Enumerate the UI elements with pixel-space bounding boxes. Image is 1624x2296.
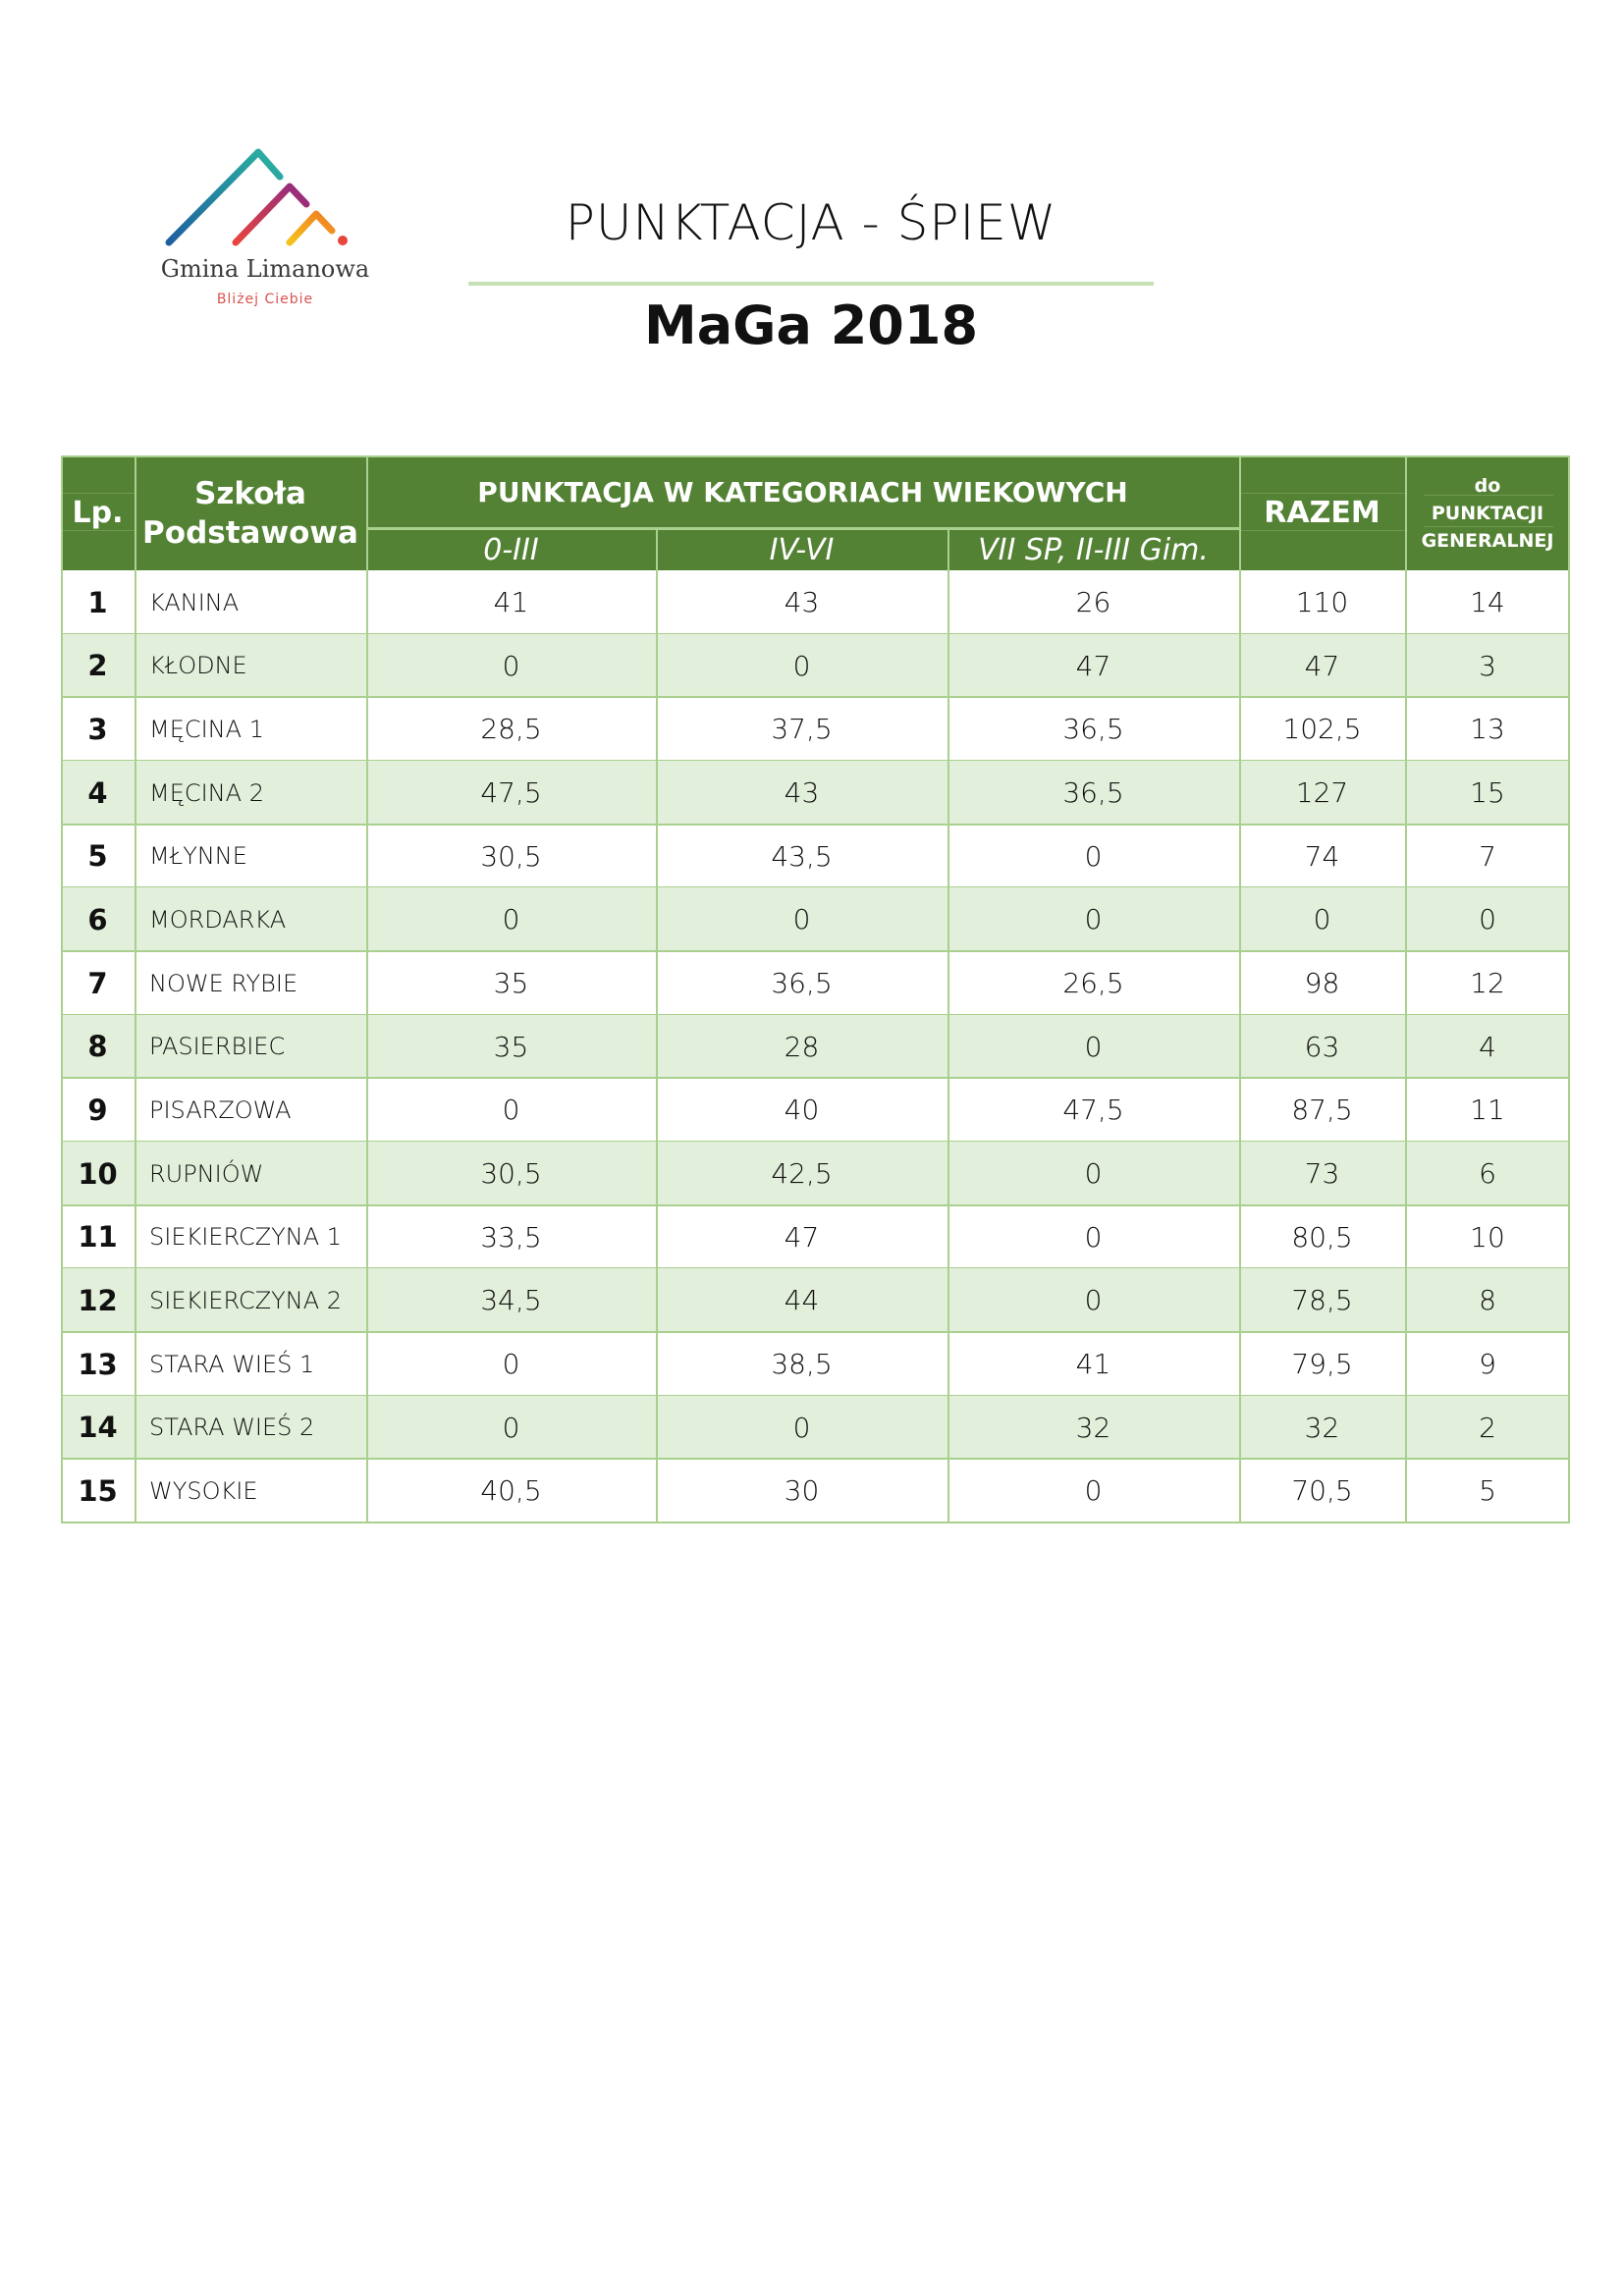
table-row bbox=[61, 951, 1570, 1015]
cell-total: 98 bbox=[1304, 967, 1340, 1000]
cell-cat3: 47 bbox=[1075, 649, 1111, 682]
scores-table bbox=[61, 455, 1570, 1522]
cell-school: MĘCINA 2 bbox=[149, 778, 264, 807]
cell-cat3: 36,5 bbox=[1062, 776, 1124, 809]
cell-school: MĘCINA 1 bbox=[149, 715, 264, 743]
cell-cat2: 0 bbox=[792, 903, 811, 936]
cell-school: SIEKIERCZYNA 2 bbox=[149, 1286, 343, 1314]
cell-school: MŁYNNE bbox=[149, 842, 247, 871]
cell-total: 47 bbox=[1304, 649, 1340, 682]
title-divider bbox=[468, 282, 1154, 286]
cell-cat2: 43 bbox=[784, 586, 820, 618]
cell-cat2: 28 bbox=[784, 1030, 820, 1063]
cell-cat3: 0 bbox=[1084, 1030, 1103, 1063]
cell-cat2: 30 bbox=[784, 1474, 820, 1508]
cell-lp: 8 bbox=[87, 1030, 108, 1064]
cell-cat2: 37,5 bbox=[771, 713, 833, 746]
cell-general: 9 bbox=[1479, 1348, 1496, 1381]
cell-cat3: 47,5 bbox=[1062, 1094, 1124, 1127]
cell-total: 0 bbox=[1313, 903, 1331, 936]
column-header-total: RAZEM bbox=[1264, 496, 1380, 530]
cell-cat3: 0 bbox=[1084, 839, 1103, 873]
column-header-general-line2: PUNKTACJI bbox=[1431, 502, 1544, 524]
cell-lp: 9 bbox=[87, 1093, 108, 1127]
cell-cat3: 0 bbox=[1084, 1220, 1103, 1254]
table-border-left bbox=[61, 455, 63, 1522]
cell-cat1: 28,5 bbox=[480, 713, 542, 746]
cell-cat2: 42,5 bbox=[771, 1157, 833, 1191]
cell-school: STARA WIEŚ 1 bbox=[149, 1350, 315, 1378]
cell-cat1: 0 bbox=[502, 1411, 520, 1444]
cell-school: PASIERBIEC bbox=[149, 1033, 286, 1061]
column-header-lp: Lp. bbox=[72, 496, 124, 530]
cell-lp: 11 bbox=[78, 1220, 118, 1255]
cell-general: 6 bbox=[1479, 1157, 1496, 1191]
logo-tagline: Bliżej Ciebie bbox=[216, 292, 314, 307]
table-row bbox=[61, 1205, 1570, 1269]
table-border-right bbox=[1568, 455, 1570, 1522]
cell-cat2: 43,5 bbox=[771, 839, 833, 873]
column-header-cat3: VII SP, II-III Gim. bbox=[978, 533, 1209, 567]
cell-general: 8 bbox=[1479, 1284, 1496, 1317]
column-divider bbox=[1239, 455, 1241, 1522]
cell-cat3: 0 bbox=[1084, 1284, 1103, 1317]
logo-mountain-blue bbox=[169, 152, 280, 242]
cell-cat2: 47 bbox=[784, 1220, 820, 1254]
cell-cat3: 0 bbox=[1084, 903, 1103, 936]
table-row bbox=[61, 1015, 1570, 1079]
cell-lp: 10 bbox=[78, 1156, 118, 1191]
column-divider bbox=[947, 528, 949, 1522]
column-header-general bbox=[1405, 455, 1570, 570]
cell-cat1: 0 bbox=[502, 1348, 520, 1381]
cell-cat1: 41 bbox=[493, 586, 529, 618]
cell-cat1: 35 bbox=[493, 1030, 529, 1063]
cell-cat3: 36,5 bbox=[1062, 713, 1124, 746]
column-divider bbox=[366, 455, 368, 1522]
cell-general: 12 bbox=[1470, 967, 1505, 1000]
page-subtitle: MaGa 2018 bbox=[643, 294, 979, 356]
cell-cat3: 0 bbox=[1084, 1474, 1103, 1508]
cell-cat2: 0 bbox=[792, 649, 811, 682]
column-divider bbox=[135, 455, 136, 1522]
cell-school: KANINA bbox=[149, 588, 240, 616]
cell-general: 5 bbox=[1479, 1474, 1496, 1508]
cell-general: 10 bbox=[1470, 1220, 1505, 1254]
column-header-cat2: IV-VI bbox=[769, 533, 835, 567]
cell-total: 79,5 bbox=[1291, 1348, 1353, 1381]
cell-total: 74 bbox=[1304, 839, 1340, 873]
cell-lp: 12 bbox=[78, 1283, 118, 1317]
cell-lp: 7 bbox=[87, 966, 108, 1000]
table-row bbox=[61, 1268, 1570, 1332]
table-row bbox=[61, 1396, 1570, 1460]
gmina-limanowa-logo bbox=[147, 137, 383, 324]
table-border-top bbox=[61, 455, 1570, 457]
cell-total: 32 bbox=[1304, 1411, 1340, 1444]
cell-lp: 15 bbox=[78, 1473, 118, 1508]
cell-lp: 1 bbox=[87, 585, 108, 619]
cell-cat1: 40,5 bbox=[480, 1474, 542, 1508]
cell-general: 0 bbox=[1479, 903, 1496, 936]
cell-cat1: 33,5 bbox=[480, 1220, 542, 1254]
column-header-school bbox=[135, 455, 366, 570]
cell-school: KŁODNE bbox=[149, 652, 247, 680]
table-row bbox=[61, 887, 1570, 951]
cell-general: 2 bbox=[1479, 1411, 1496, 1444]
cell-school: MORDARKA bbox=[149, 905, 287, 934]
cell-school: STARA WIEŚ 2 bbox=[149, 1414, 315, 1442]
cell-total: 110 bbox=[1295, 586, 1349, 618]
column-header-general-line3: GENERALNEJ bbox=[1421, 529, 1554, 552]
cell-total: 63 bbox=[1304, 1030, 1340, 1063]
cell-general: 3 bbox=[1479, 649, 1496, 682]
cell-cat1: 47,5 bbox=[480, 776, 542, 809]
cell-cat1: 35 bbox=[493, 967, 529, 1000]
cell-cat3: 26 bbox=[1075, 586, 1111, 618]
table-row bbox=[61, 761, 1570, 825]
cell-school: WYSOKIE bbox=[149, 1476, 258, 1505]
table-row bbox=[61, 570, 1570, 634]
cell-cat1: 34,5 bbox=[480, 1284, 542, 1317]
cell-school: SIEKIERCZYNA 1 bbox=[149, 1223, 343, 1252]
table-row bbox=[61, 1142, 1570, 1205]
cell-cat2: 38,5 bbox=[771, 1348, 833, 1381]
cell-lp: 14 bbox=[78, 1411, 118, 1445]
logo-dot bbox=[338, 236, 348, 245]
cell-total: 127 bbox=[1295, 776, 1349, 809]
cell-cat3: 41 bbox=[1075, 1348, 1111, 1381]
mountains-logo-icon bbox=[147, 137, 383, 255]
logo-mountain-orange bbox=[290, 214, 332, 242]
table-row bbox=[61, 1459, 1570, 1522]
cell-general: 4 bbox=[1479, 1030, 1496, 1063]
cell-cat1: 0 bbox=[502, 649, 520, 682]
table-header bbox=[61, 455, 1570, 570]
cell-cat3: 32 bbox=[1075, 1411, 1111, 1444]
cell-lp: 3 bbox=[87, 712, 108, 746]
cell-lp: 2 bbox=[87, 649, 108, 683]
cell-lp: 4 bbox=[87, 775, 108, 810]
cell-general: 11 bbox=[1470, 1094, 1505, 1127]
table-row bbox=[61, 825, 1570, 888]
row-divider bbox=[61, 1522, 1570, 1523]
cell-lp: 5 bbox=[87, 839, 108, 874]
page-title: PUNKTACJA - ŚPIEW bbox=[565, 194, 1057, 251]
cell-cat2: 40 bbox=[784, 1094, 820, 1127]
cell-school: RUPNIÓW bbox=[149, 1159, 264, 1188]
table-row bbox=[61, 697, 1570, 761]
cell-cat2: 0 bbox=[792, 1411, 811, 1444]
cell-lp: 13 bbox=[78, 1347, 118, 1381]
cell-total: 70,5 bbox=[1291, 1474, 1353, 1508]
cell-total: 73 bbox=[1304, 1157, 1340, 1191]
table-row bbox=[61, 1078, 1570, 1142]
cell-cat2: 44 bbox=[784, 1284, 820, 1317]
table-row bbox=[61, 634, 1570, 698]
cell-lp: 6 bbox=[87, 902, 108, 936]
cell-cat2: 36,5 bbox=[771, 967, 833, 1000]
cell-general: 13 bbox=[1470, 713, 1505, 746]
column-header-school-line1: Szkoła bbox=[194, 475, 306, 511]
cell-general: 7 bbox=[1479, 839, 1496, 873]
cell-cat3: 0 bbox=[1084, 1157, 1103, 1191]
column-group-header-categories: PUNKTACJA W KATEGORIACH WIEKOWYCH bbox=[477, 475, 1128, 508]
cell-school: NOWE RYBIE bbox=[149, 969, 298, 997]
cell-school: PISARZOWA bbox=[149, 1095, 292, 1124]
cell-cat1: 0 bbox=[502, 903, 520, 936]
cell-cat1: 30,5 bbox=[480, 839, 542, 873]
cell-general: 14 bbox=[1470, 586, 1505, 618]
cell-total: 102,5 bbox=[1282, 713, 1362, 746]
logo-name: Gmina Limanowa bbox=[160, 255, 370, 283]
column-header-general-line1: do bbox=[1474, 474, 1501, 497]
cell-cat1: 0 bbox=[502, 1094, 520, 1127]
cell-total: 78,5 bbox=[1291, 1284, 1353, 1317]
cell-total: 87,5 bbox=[1291, 1094, 1353, 1127]
table-row bbox=[61, 1332, 1570, 1396]
column-divider bbox=[1405, 455, 1407, 1522]
column-header-school-line2: Podstawowa bbox=[142, 514, 358, 551]
column-header-cat1: 0-III bbox=[483, 533, 539, 567]
cell-total: 80,5 bbox=[1291, 1220, 1353, 1254]
cell-cat2: 43 bbox=[784, 776, 820, 809]
cell-cat1: 30,5 bbox=[480, 1157, 542, 1191]
cell-cat3: 26,5 bbox=[1062, 967, 1124, 1000]
cell-general: 15 bbox=[1470, 776, 1505, 809]
column-divider bbox=[656, 528, 658, 1522]
